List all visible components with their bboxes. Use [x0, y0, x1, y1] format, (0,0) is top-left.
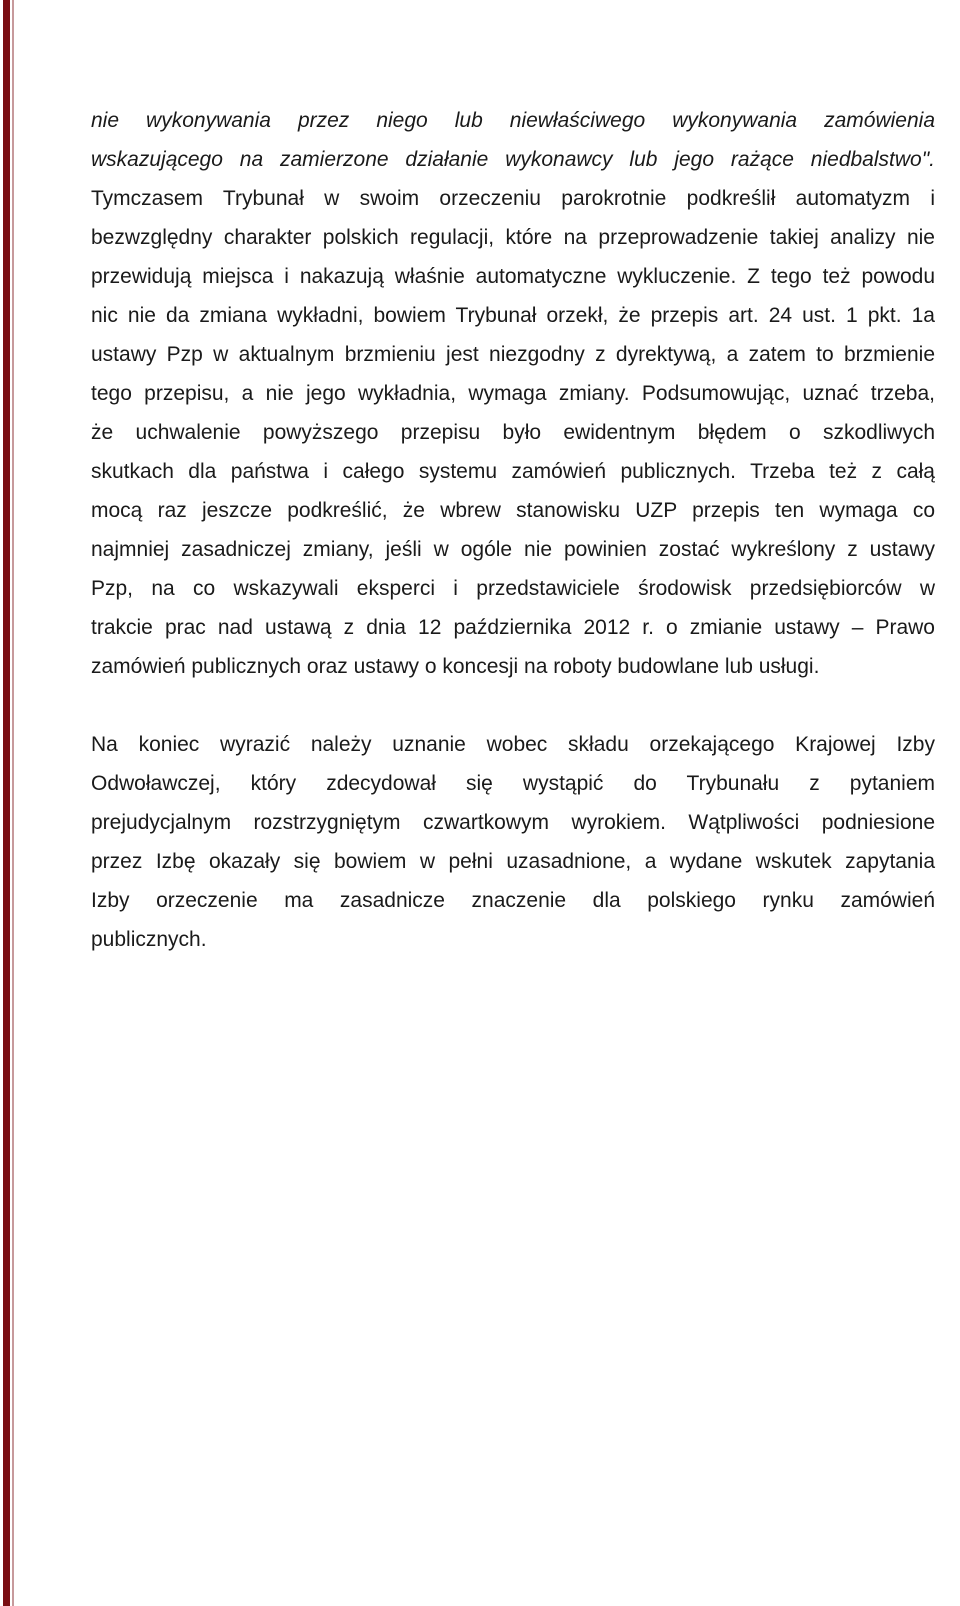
text-line: że uchwalenie powyższego przepisu było ewidentnym błędem o szkodliwych: [91, 421, 935, 444]
text-line: bezwzględny charakter polskich regulacji, które na przeprowadzenie takiej analizy nie: [91, 226, 935, 249]
text-line: najmniej zasadniczej zmiany, jeśli w ogóle nie powinien zostać wykreślony z ustawy: [91, 538, 935, 561]
text-line: skutkach dla państwa i całego systemu zamówień publicznych. Trzeba też z całą: [91, 460, 935, 483]
document-body: [91, 101, 935, 959]
text-line: publicznych.: [91, 928, 207, 951]
text-line: ustawy Pzp w aktualnym brzmieniu jest niezgodny z dyrektywą, a zatem to brzmienie: [91, 343, 935, 366]
paragraph-spacer: [91, 686, 935, 725]
text-line: wskazującego na zamierzone działanie wykonawcy lub jego rażące niedbalstwo".: [91, 148, 935, 171]
text-line: Odwoławczej, który zdecydował się wystąpić do Trybunału z pytaniem: [91, 772, 935, 795]
text-line: trakcie prac nad ustawą z dnia 12 października 2012 r. o zmianie ustawy – Prawo: [91, 616, 935, 639]
text-line: nie wykonywania przez niego lub niewłaściwego wykonywania zamówienia: [91, 109, 935, 132]
text-line: Pzp, na co wskazywali eksperci i przedstawiciele środowisk przedsiębiorców w: [91, 577, 935, 600]
text-line: Na koniec wyrazić należy uznanie wobec składu orzekającego Krajowej Izby: [91, 733, 935, 756]
left-margin-bar: [3, 0, 10, 1606]
left-margin-rule: [12, 0, 14, 1606]
paragraph-1: [91, 101, 935, 686]
text-line: przewidują miejsca i nakazują właśnie automatyczne wykluczenie. Z tego też powodu: [91, 265, 935, 288]
text-line: Izby orzeczenie ma zasadnicze znaczenie dla polskiego rynku zamówień: [91, 889, 935, 912]
text-line: przez Izbę okazały się bowiem w pełni uzasadnione, a wydane wskutek zapytania: [91, 850, 935, 873]
text-line: Tymczasem Trybunał w swoim orzeczeniu parokrotnie podkreślił automatyzm i: [91, 187, 935, 210]
text-line: tego przepisu, a nie jego wykładnia, wymaga zmiany. Podsumowując, uznać trzeba,: [91, 382, 935, 405]
text-line: prejudycjalnym rozstrzygniętym czwartkowym wyrokiem. Wątpliwości podniesione: [91, 811, 935, 834]
text-line: zamówień publicznych oraz ustawy o koncesji na roboty budowlane lub usługi.: [91, 655, 820, 678]
text-line: nic nie da zmiana wykładni, bowiem Trybunał orzekł, że przepis art. 24 ust. 1 pkt. 1a: [91, 304, 935, 327]
text-line: mocą raz jeszcze podkreślić, że wbrew stanowisku UZP przepis ten wymaga co: [91, 499, 935, 522]
paragraph-2: [91, 725, 935, 959]
